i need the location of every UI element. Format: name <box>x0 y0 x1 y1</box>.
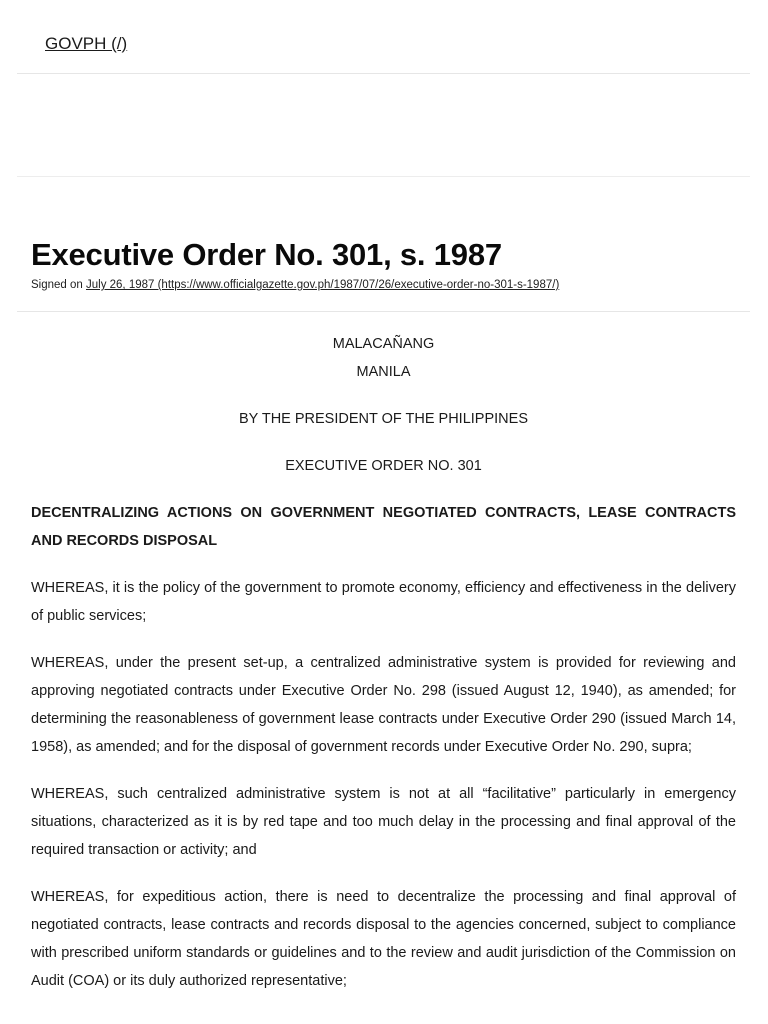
whereas-paragraph-1: WHEREAS, it is the policy of the government to promote economy, efficiency and effectiveness in the delivery of public services; <box>31 580 736 624</box>
whereas-paragraph-2: WHEREAS, under the present set-up, a centralized administrative system is provided for reviewing and approving negotiated contracts under Executive Order No. 298 (issued August 12, 1940), as amended; for determining the reasonableness of government lease contracts under Executive Order 290 (issued March 14, 1958), as amended; and for the disposal of government records under Executive Order No. 290, supra; <box>31 655 736 755</box>
whereas-paragraph-3: WHEREAS, such centralized administrative system is not at all “facilitative” particularly in emergency situations, characterized as it is by red tape and too much delay in the processing and final approval of the required transaction or activity; and <box>31 786 736 858</box>
manila-line: MANILA <box>356 364 411 380</box>
whereas-paragraph-4: WHEREAS, for expeditious action, there is need to decentralize the processing and final approval of negotiated contracts, lease contracts and records disposal to the agencies concerned, subject to compliance with prescribed uniform standards or guidelines and to the review and audit jurisdiction of the Commission on Audit (COA) or its duly authorized representative; <box>31 889 736 989</box>
top-nav-bar <box>17 0 750 74</box>
malacanang-line: MALACAÑANG <box>332 336 435 352</box>
govph-link[interactable]: GOVPH (/) <box>45 34 128 53</box>
page-title: Executive Order No. 301, s. 1987 <box>31 237 502 272</box>
banner-area <box>17 75 750 177</box>
signed-date-link[interactable]: July 26, 1987 (https://www.officialgazette.gov.ph/1987/07/26/executive-order-no-301-s-1987/) <box>86 279 560 291</box>
order-number-line: EXECUTIVE ORDER NO. 301 <box>285 458 482 474</box>
order-heading: DECENTRALIZING ACTIONS ON GOVERNMENT NEGOTIATED CONTRACTS, LEASE CONTRACTS AND RECORDS DISPOSAL <box>31 505 736 549</box>
signed-date-line <box>31 277 559 293</box>
article-header <box>17 178 750 312</box>
article-body <box>31 330 736 995</box>
president-line: BY THE PRESIDENT OF THE PHILIPPINES <box>238 411 528 427</box>
signed-prefix: Signed on <box>31 279 86 291</box>
